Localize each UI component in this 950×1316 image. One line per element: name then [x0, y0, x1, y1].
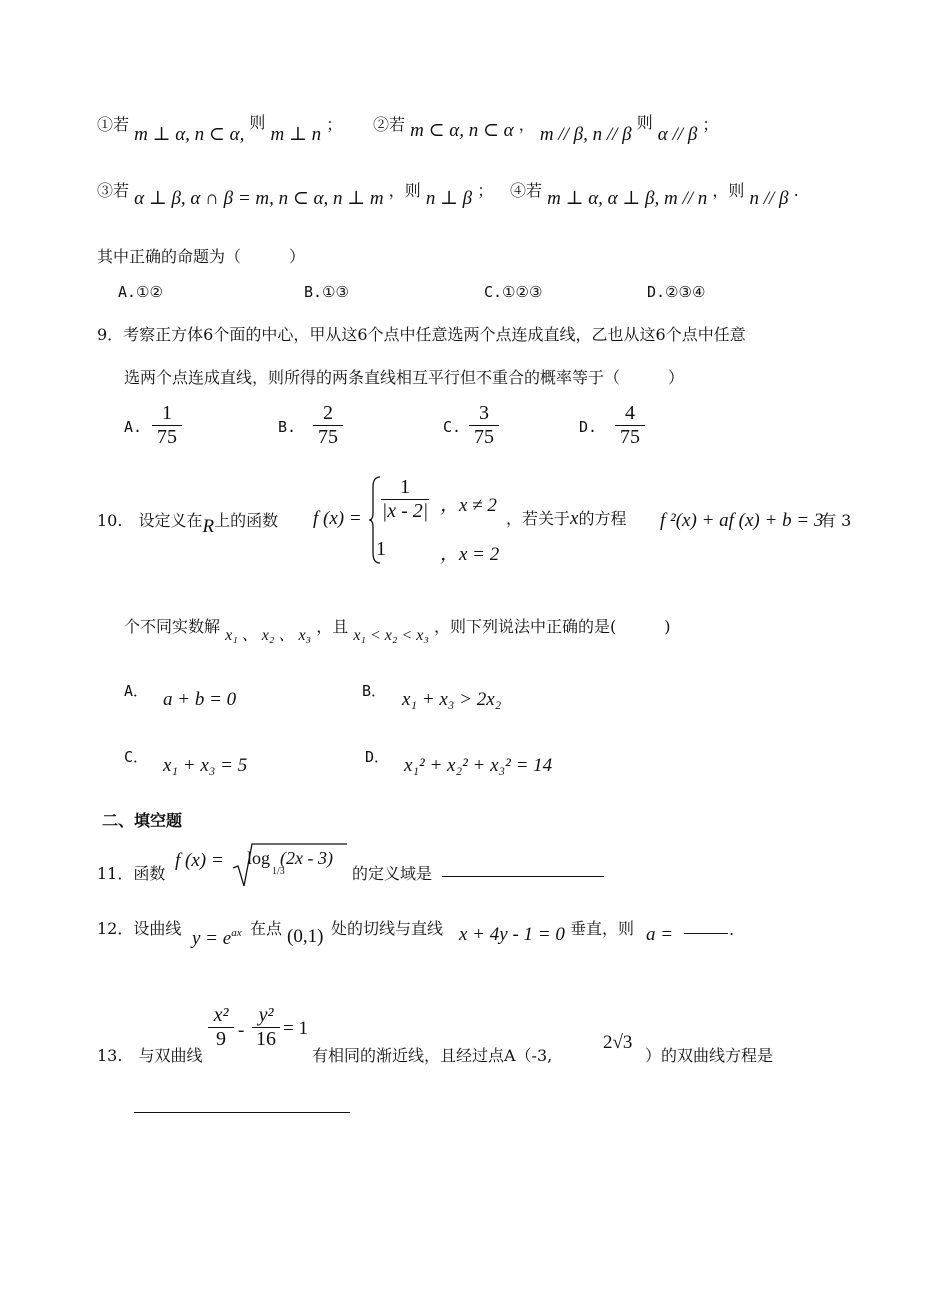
q10-piece1-condition: ，x ≠ 2 [440, 495, 497, 516]
q11-prefix: 11．函数 [97, 864, 166, 883]
q8-option-c: C.①②③ [484, 283, 543, 301]
q13-prefix: 13. 与双曲线 [97, 1046, 203, 1065]
q12-end: . [729, 920, 735, 939]
q10-option-c: x₁ + x₃ = 5 [163, 755, 248, 776]
q13-equals-one: = 1 [283, 1018, 308, 1039]
q11-function-name: f (x) = [175, 850, 224, 871]
q12-line-equation: x + 4y - 1 = 0 [459, 924, 565, 945]
q9-option-d-label: D. [579, 418, 598, 436]
q10-line2: 个不同实数解 x₁ 、 x₂ 、 x₃ ，且 x₁ < x₂ < x₃ ，则下列说法中正确的是( ) [124, 617, 671, 644]
q9-option-c-label: C. [443, 418, 462, 436]
q8-option-a: A.①② [118, 283, 163, 301]
q10-option-d-label: D． [365, 748, 390, 766]
q9-option-a-label: A. [124, 418, 143, 436]
q10-prefix: 10. 设定义在R上的函数 [97, 511, 279, 537]
q10-tail: 有 3 [820, 511, 852, 530]
q8-option-d: D.②③④ [647, 283, 706, 301]
q12-prefix: 12．设曲线 [97, 919, 182, 938]
q11-answer-blank[interactable] [442, 876, 604, 877]
q12-perp: 垂直，则 [570, 919, 635, 938]
q9-text-line1: 9．考察正方体6个面的中心，甲从这6个点中任意选两个点连成直线，乙也从这6个点中任意 [97, 325, 746, 344]
q8-prop1: ①若 m ⊥ α, n ⊂ α, 则 m ⊥ n ； [97, 113, 343, 145]
q11-log-base: 1/3 [272, 866, 285, 877]
q10-option-b-label: B． [362, 682, 387, 700]
q10-option-b: x₁ + x₃ > 2x₂ [402, 689, 502, 710]
q9-option-c-fraction: $\frac{3}{75}$ [469, 402, 499, 449]
q12-answer-blank[interactable] [684, 933, 728, 934]
q10-option-d: x₁² + x₂² + x₃² = 14 [404, 755, 553, 776]
q10-piece1-fraction: $\frac{1}{|x - 2|}$ [381, 476, 429, 522]
q13-minus: - [238, 1020, 245, 1041]
q13-fraction-x: $\frac{\text{x²}}{9}$ [208, 1004, 234, 1051]
q12-a-symbol: a = [646, 924, 674, 945]
q13-end: ）的双曲线方程是 [645, 1046, 774, 1065]
q9-option-b-label: B. [278, 418, 297, 436]
q9-option-b-fraction: $\frac{2}{75}$ [313, 402, 343, 449]
section-fill-in-heading: 二、填空题 [102, 811, 183, 830]
q8-question: 其中正确的命题为（ ） [97, 247, 306, 266]
q13-mid: 有相同的渐近线，且经过点A（-3, [312, 1046, 553, 1065]
q12-at: 在点 [250, 919, 283, 938]
q10-piece2-value: 1 [376, 538, 386, 560]
q13-point-y: 2√3 [603, 1032, 633, 1053]
q12-point: (0,1) [287, 926, 324, 947]
q10-option-c-label: C． [124, 748, 149, 766]
q10-equation: f ²(x) + af (x) + b = 3 [660, 510, 824, 531]
q8-option-b: B.①③ [304, 283, 349, 301]
q10-option-a-label: A． [124, 682, 149, 700]
q11-suffix: 的定义域是 [352, 864, 433, 883]
q10-equation-intro: ，若关于x的方程 [506, 508, 627, 529]
q9-text-line2: 选两个点连成直线，则所得的两条直线相互平行但不重合的概率等于（ ） [124, 368, 685, 387]
q9-option-d-fraction: $\frac{4}{75}$ [615, 402, 645, 449]
q12-curve: $y = e^{ax}$ [192, 927, 242, 949]
q13-fraction-y: $\frac{\text{y²}}{16}$ [252, 1004, 280, 1051]
q8-prop3: ③若 α ⊥ β, α ∩ β = m, n ⊂ α, n ⊥ m ，则 n ⊥ β ； [97, 181, 494, 209]
q10-piece2-condition: ，x = 2 [440, 544, 500, 565]
q13-answer-blank[interactable] [134, 1112, 350, 1113]
q8-prop4: ④若 m ⊥ α, α ⊥ β, m // n ，则 n // β . [510, 181, 799, 209]
q8-prop2: ②若 m ⊂ α, n ⊂ α ， m // β, n // β 则 α // β ； [373, 113, 719, 145]
q10-option-a: a + b = 0 [163, 689, 237, 710]
q9-option-a-fraction: $\frac{1}{75}$ [152, 402, 182, 449]
q10-function-name: f (x) = [313, 508, 362, 529]
q12-mid: 处的切线与直线 [331, 919, 444, 938]
q11-log-expression: log (2x - 3) [247, 848, 333, 868]
